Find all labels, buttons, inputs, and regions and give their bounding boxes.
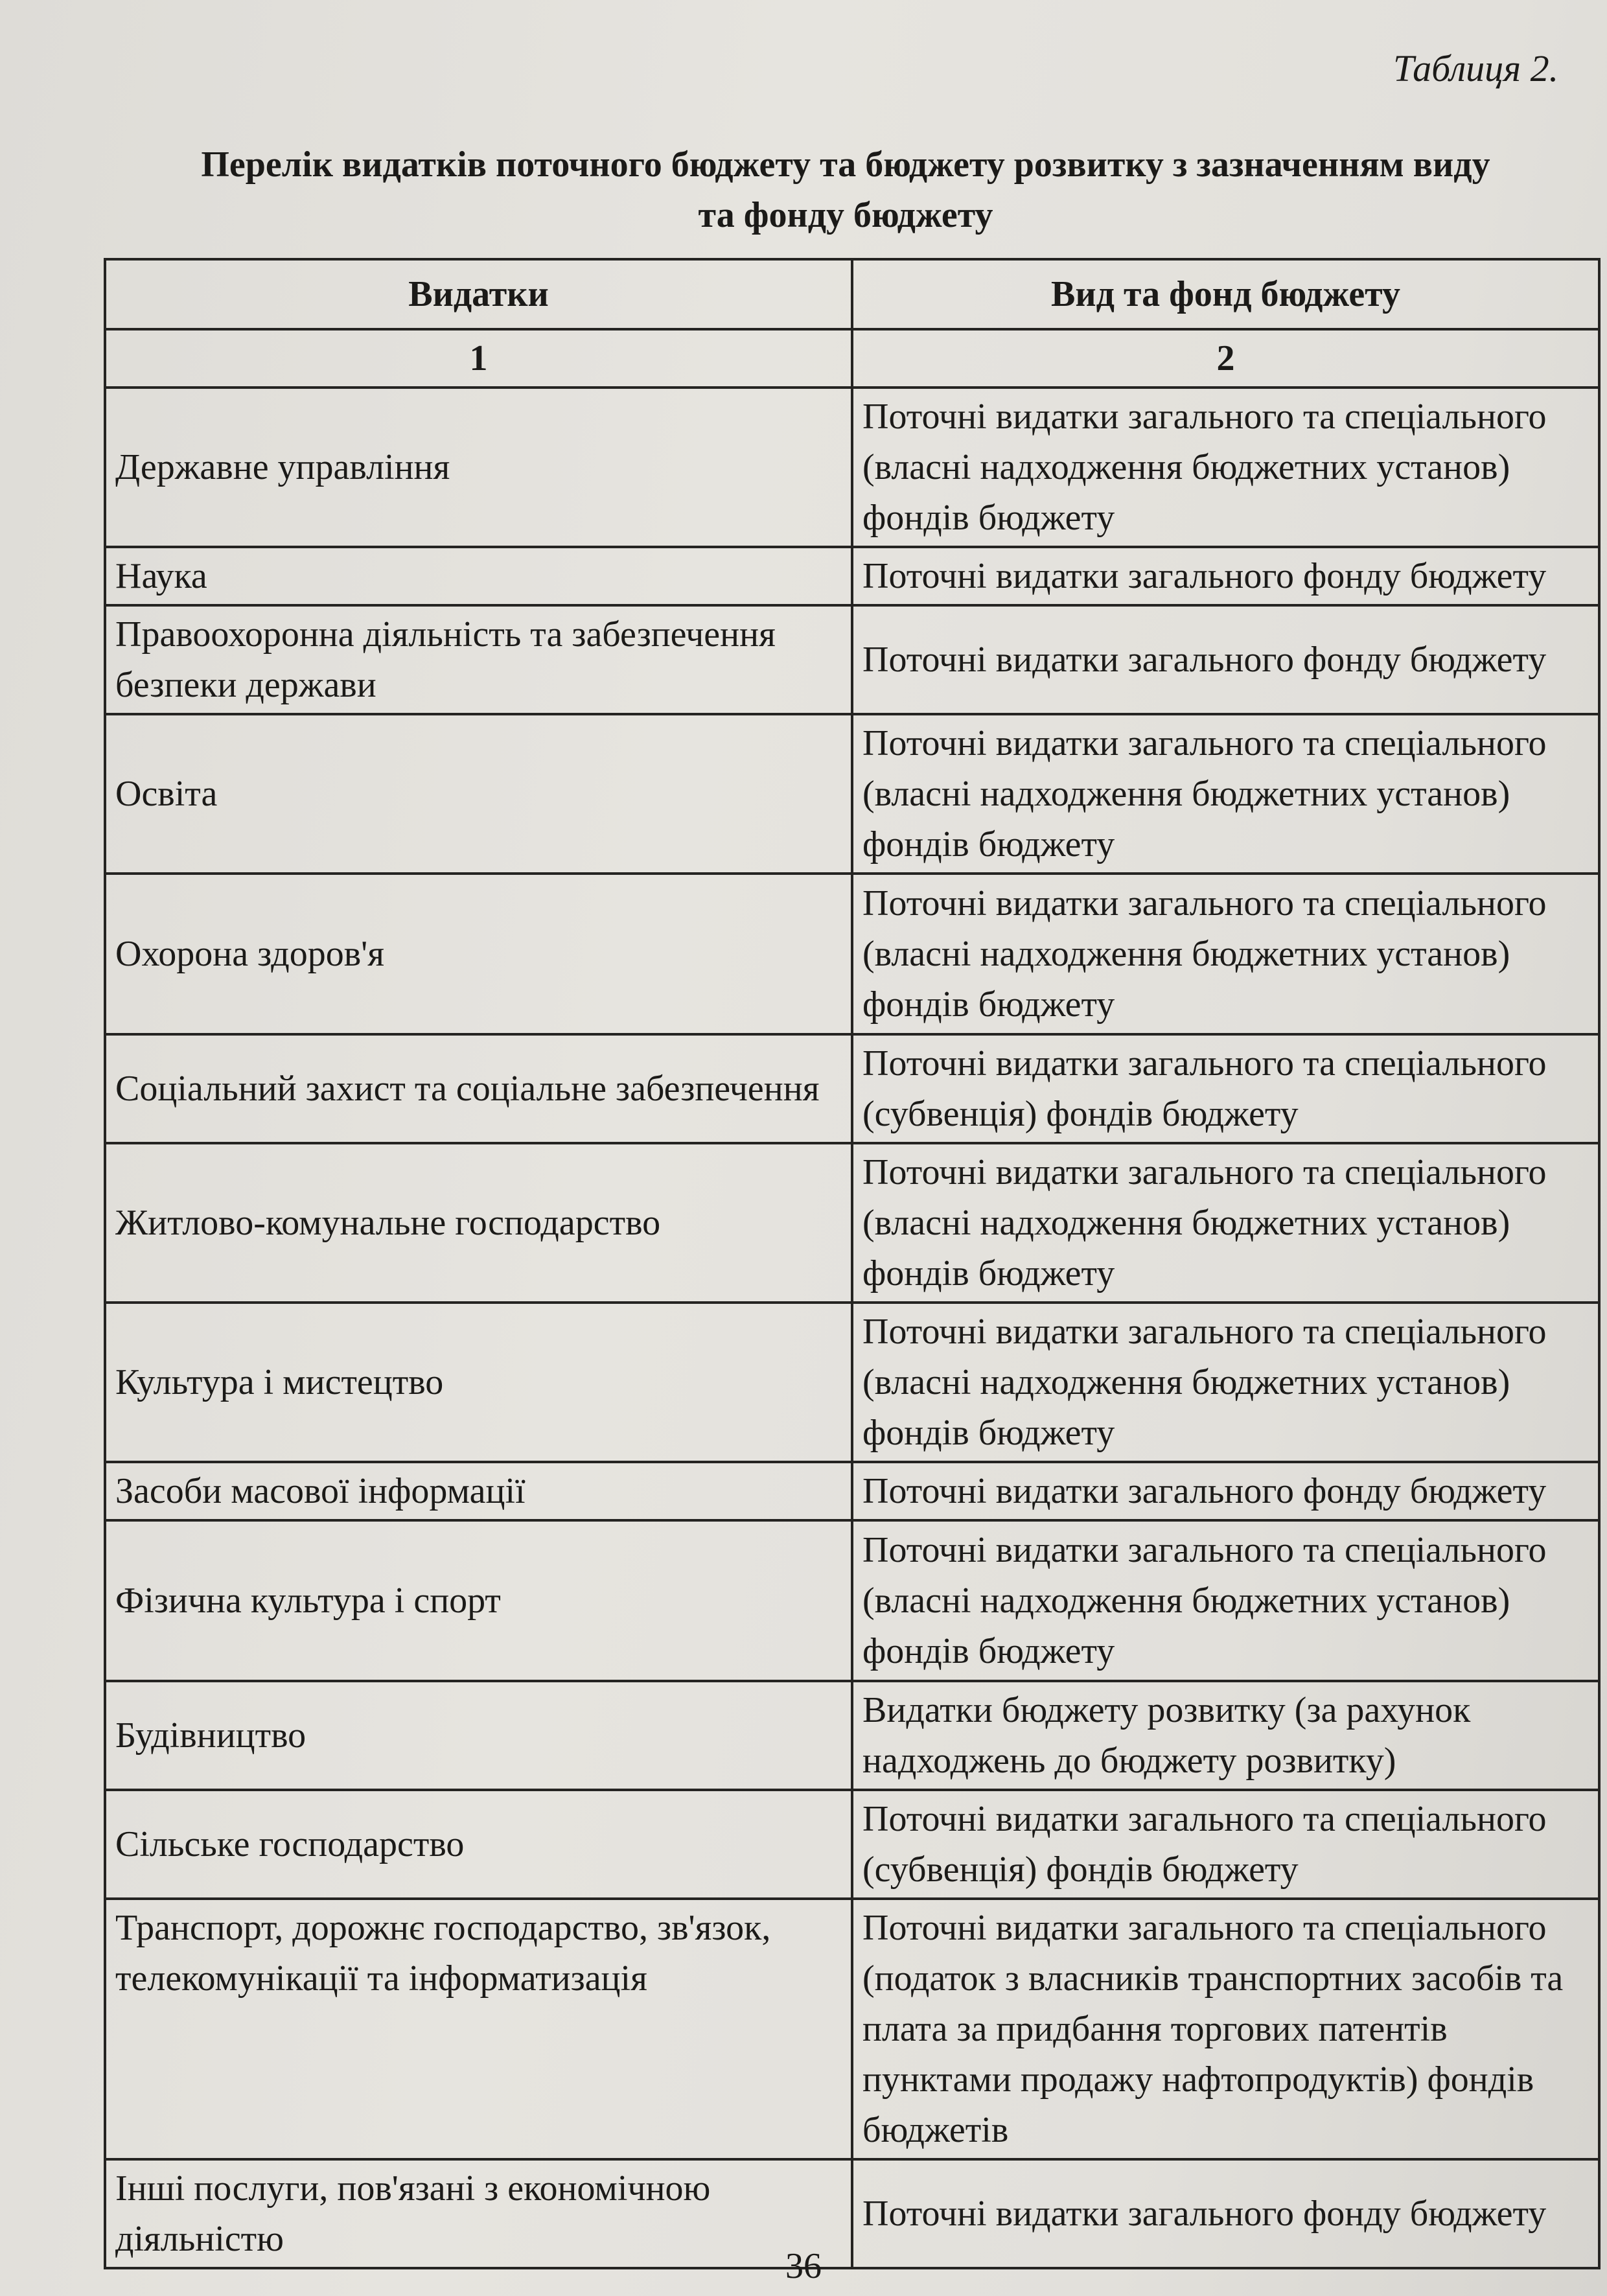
expense-cell: Фізична культура і спорт — [105, 1520, 852, 1681]
table-row — [105, 547, 1599, 605]
table-row — [105, 1303, 1599, 1462]
expense-cell: Правоохоронна діяльність та забезпечення безпеки держави — [105, 605, 852, 714]
budget-type-cell: Поточні видатки загального та спеціального (власні надходження бюджетних установ) фондів бюджету — [852, 1520, 1599, 1681]
table-row — [105, 1681, 1599, 1790]
page-number: 36 — [785, 2246, 822, 2286]
table-row — [105, 1462, 1599, 1520]
table-label: Таблиця 2. — [1393, 47, 1559, 89]
table-row — [105, 714, 1599, 874]
column-header-expenses: Видатки — [105, 259, 852, 329]
column-number-row — [105, 329, 1599, 388]
table-row — [105, 605, 1599, 714]
budget-type-cell: Поточні видатки загального та спеціального (податок з власників транспортних засобів та плата за придбання торгових патентів пунктами продажу нафтопродуктів) фондів бюджетів — [852, 1899, 1599, 2159]
budget-type-cell: Поточні видатки загального та спеціального (власні надходження бюджетних установ) фондів бюджету — [852, 1143, 1599, 1303]
budget-type-cell: Поточні видатки загального та спеціального (субвенція) фондів бюджету — [852, 1034, 1599, 1143]
expense-cell: Будівництво — [105, 1681, 852, 1790]
budget-type-cell: Поточні видатки загального фонду бюджету — [852, 2159, 1599, 2268]
expense-cell: Житлово-комунальне господарство — [105, 1143, 852, 1303]
table-row — [105, 388, 1599, 547]
table-row — [105, 1520, 1599, 1681]
column-number-1: 1 — [105, 329, 852, 388]
expense-cell: Наука — [105, 547, 852, 605]
budget-type-cell: Поточні видатки загального та спеціального (субвенція) фондів бюджету — [852, 1790, 1599, 1899]
table-title-line-1: Перелік видатків поточного бюджету та бюджету розвитку з зазначенням виду — [201, 145, 1490, 185]
table-row — [105, 1143, 1599, 1303]
budget-type-cell: Поточні видатки загального фонду бюджету — [852, 605, 1599, 714]
table-row — [105, 1034, 1599, 1143]
expense-cell: Соціальний захист та соціальне забезпечення — [105, 1034, 852, 1143]
table-row — [105, 1790, 1599, 1899]
expense-cell: Транспорт, дорожнє господарство, зв'язок, телекомунікації та інформатизація — [105, 1899, 852, 2159]
budget-type-cell: Поточні видатки загального та спеціального (власні надходження бюджетних установ) фондів бюджету — [852, 388, 1599, 547]
budget-type-cell: Видатки бюджету розвитку (за рахунок надходжень до бюджету розвитку) — [852, 1681, 1599, 1790]
budget-expenses-table — [104, 258, 1601, 2269]
table-header-row — [105, 259, 1599, 329]
budget-type-cell: Поточні видатки загального та спеціального (власні надходження бюджетних установ) фондів бюджету — [852, 1303, 1599, 1462]
table-row — [105, 1899, 1599, 2159]
table-title-line-2: та фонду бюджету — [698, 195, 993, 235]
expense-cell: Державне управління — [105, 388, 852, 547]
expense-cell: Засоби масової інформації — [105, 1462, 852, 1520]
column-header-budget-type: Вид та фонд бюджету — [852, 259, 1599, 329]
table-title — [84, 139, 1607, 240]
expense-cell: Культура і мистецтво — [105, 1303, 852, 1462]
expense-cell: Сільське господарство — [105, 1790, 852, 1899]
budget-type-cell: Поточні видатки загального фонду бюджету — [852, 1462, 1599, 1520]
budget-type-cell: Поточні видатки загального фонду бюджету — [852, 547, 1599, 605]
expense-cell: Інші послуги, пов'язані з економічною діяльністю — [105, 2159, 852, 2268]
expense-cell: Освіта — [105, 714, 852, 874]
budget-type-cell: Поточні видатки загального та спеціального (власні надходження бюджетних установ) фондів бюджету — [852, 874, 1599, 1034]
table-row — [105, 874, 1599, 1034]
column-number-2: 2 — [852, 329, 1599, 388]
expense-cell: Охорона здоров'я — [105, 874, 852, 1034]
budget-type-cell: Поточні видатки загального та спеціального (власні надходження бюджетних установ) фондів бюджету — [852, 714, 1599, 874]
